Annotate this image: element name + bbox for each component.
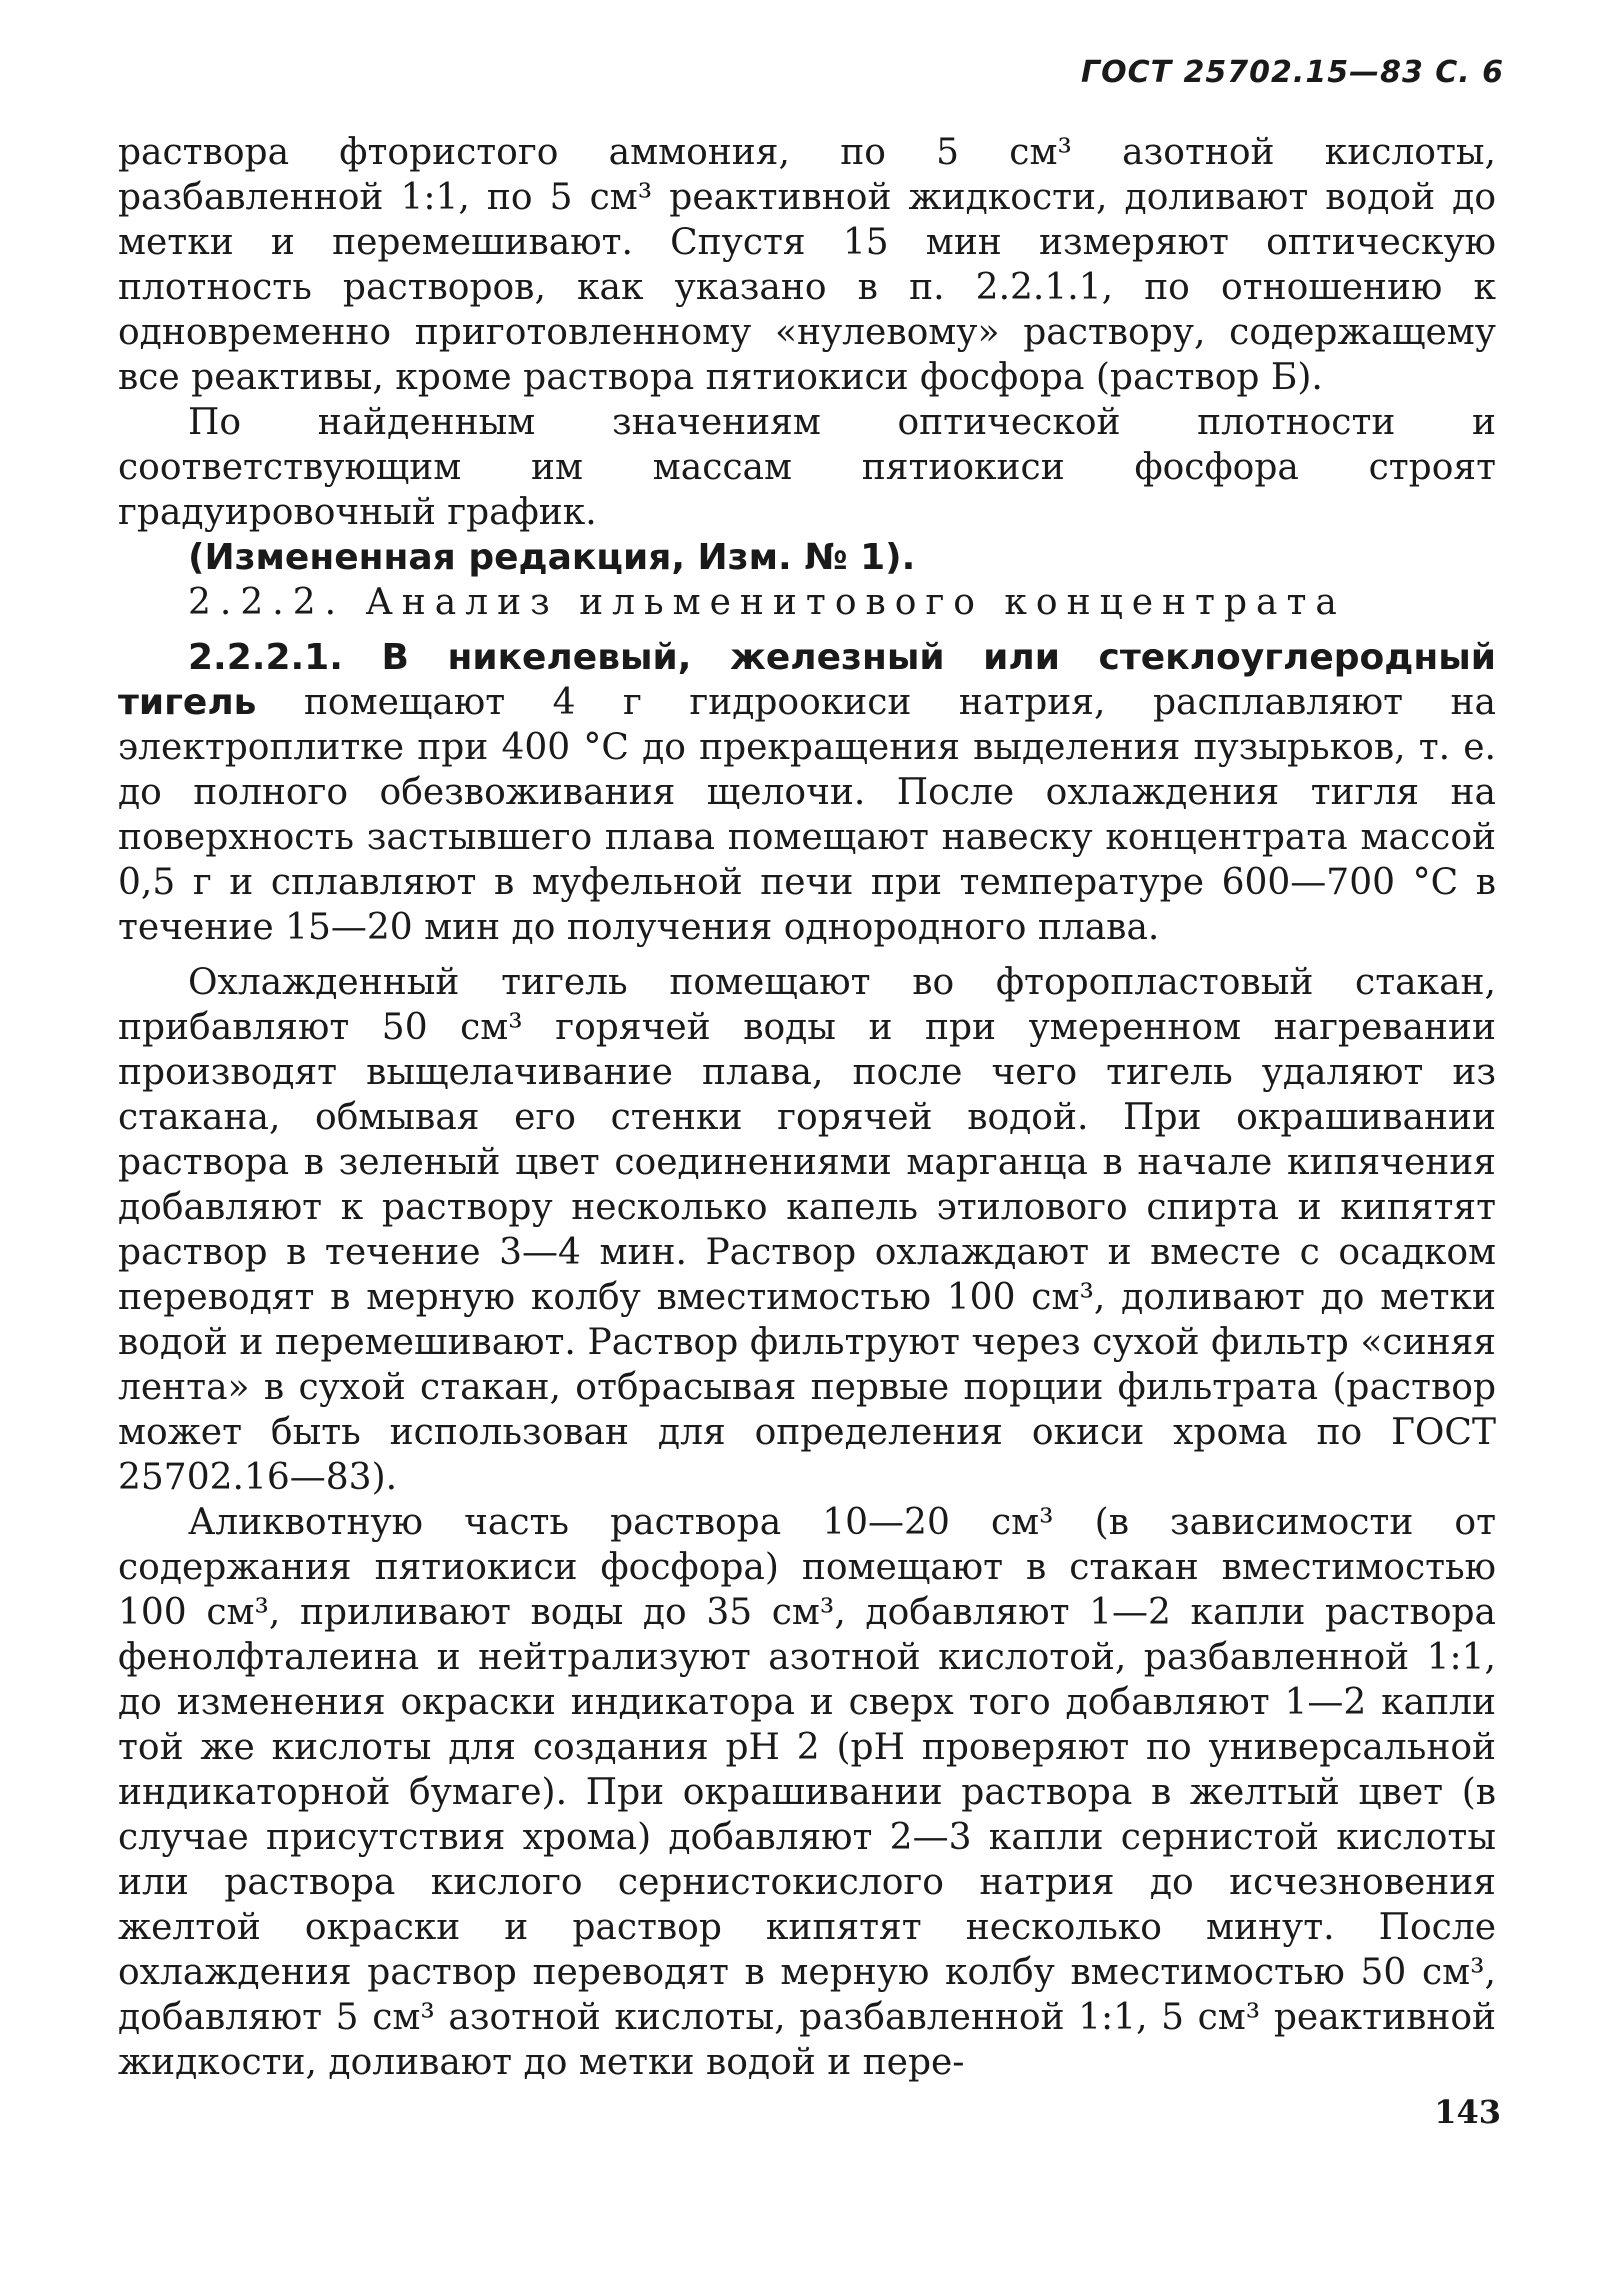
amendment-note: (Измененная редакция, Изм. № 1). bbox=[188, 537, 916, 578]
paragraph-fusion bbox=[118, 635, 1496, 950]
clause-lead: 2.2.2.1. В никелевый, железный или стеклоуглеродный тигель bbox=[118, 637, 1496, 723]
page-header: ГОСТ 25702.15—83 С. 6 bbox=[1081, 55, 1504, 90]
page-number: 143 bbox=[1434, 2093, 1501, 2131]
document-body bbox=[118, 130, 1496, 2085]
paragraph-continuation: раствора фтористого аммония, по 5 см³ азотной кислоты, разбавленной 1:1, по 5 см³ реактивной жидкости, доливают водой до метки и перемешивают. Спустя 15 мин измеряют оптическую плотность растворов, как указано в п. 2.2.1.1, по отношению к одновременно приготовленному «нулевому» раствору, содержащему все реактивы, кроме раствора пятиокиси фосфора (раствор Б). bbox=[118, 132, 1496, 398]
paragraph-leaching: Охлажденный тигель помещают во фторопластовый стакан, прибавляют 50 см³ горячей воды и при умеренном нагревании производят выщелачивание плава, после чего тигель удаляют из стакана, обмывая его стенки горячей водой. При окрашивании раствора в зеленый цвет соединениями марганца в начале кипячения добавляют к раствору несколько капель этилового спирта и кипятят раствор в течение 3—4 мин. Раствор охлаждают и вместе с осадком переводят в мерную колбу вместимостью 100 см³, доливают до метки водой и перемешивают. Раствор фильтруют через сухой фильтр «синяя лента» в сухой стакан, отбрасывая первые порции фильтрата (раствор может быть использован для определения окиси хрома по ГОСТ 25702.16—83). bbox=[118, 962, 1496, 1498]
clause-text: помещают 4 г гидроокиси натрия, расплавляют на электроплитке при 400 °С до прекращения выделения пузырьков, т. е. до полного обезвоживания щелочи. После охлаждения тигля на поверхность застывшего плава помещают навеску концентрата массой 0,5 г и сплавляют в муфельной печи при температуре 600—700 °С в течение 15—20 мин до получения однородного плава. bbox=[118, 682, 1496, 948]
paragraph-aliquot: Аликвотную часть раствора 10—20 см³ (в зависимости от содержания пятиокиси фосфора) помещают в стакан вместимостью 100 см³, приливают воды до 35 см³, добавляют 1—2 капли раствора фенолфталеина и нейтрализуют азотной кислотой, разбавленной 1:1, до изменения окраски индикатора и сверх того добавляют 1—2 капли той же кислоты для создания pH 2 (pH проверяют по универсальной индикаторной бумаге). При окрашивании раствора в желтый цвет (в случае присутствия хрома) добавляют 2—3 капли сернистой кислоты или раствора кислого сернистокислого натрия до исчезновения желтой окраски и раствор кипятят несколько минут. После охлаждения раствор переводят в мерную колбу вместимостью 50 см³, добавляют 5 см³ азотной кислоты, разбавленной 1:1, 5 см³ реактивной жидкости, доливают до метки водой и пере- bbox=[118, 1502, 1496, 2083]
section-heading: 2.2.2. Анализ ильменитового концентрата bbox=[188, 582, 1346, 623]
paragraph-calibration-graph: По найденным значениям оптической плотности и соответствующим им массам пятиокиси фосфора строят градуировочный график. bbox=[118, 402, 1496, 533]
